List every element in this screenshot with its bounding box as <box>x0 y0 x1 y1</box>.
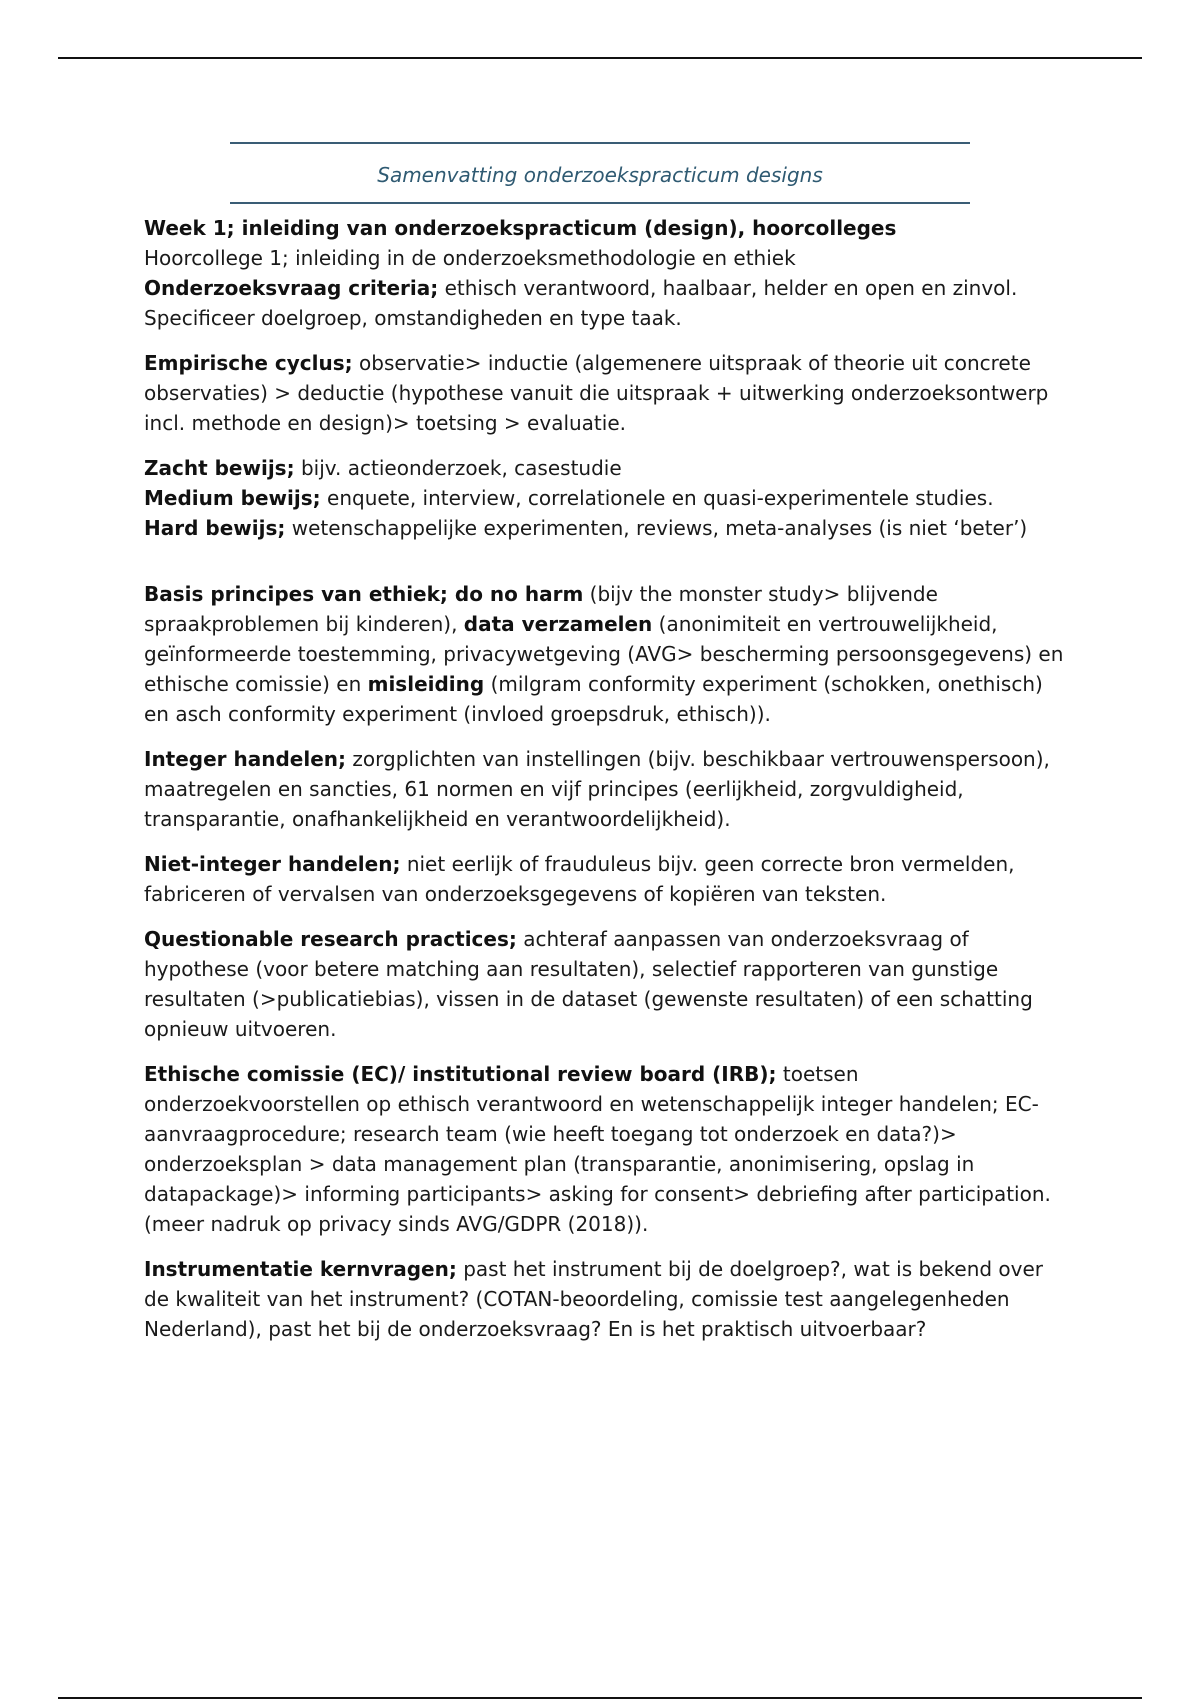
paragraph-empirische-cyclus <box>144 348 1064 438</box>
text-integer-handelen: zorgplichten van instellingen (bijv. beschikbaar vertrouwenspersoon), maatregelen en sancties, 61 normen en vijf principes (eerlijkheid, zorgvuldigheid, transparantie, onafhankelijkheid en verantwoordelijkheid). <box>144 747 1050 831</box>
title-block <box>230 142 970 204</box>
title-top-rule <box>230 142 970 144</box>
text-questionable: achteraf aanpassen van onderzoeksvraag of hypothese (voor betere matching aan resultaten), selectief rapporteren van gunstige resultaten (>publicatiebias), vissen in de dataset (gewenste resultaten) of een schatting opnieuw uitvoeren. <box>144 927 1033 1041</box>
term-hard-bewijs: Hard bewijs; <box>144 516 286 540</box>
paragraph-hard-bewijs <box>144 513 1064 543</box>
paragraph-integer-handelen <box>144 744 1064 834</box>
page-top-rule <box>58 57 1142 59</box>
page-bottom-rule <box>58 1697 1142 1699</box>
document-title: Samenvatting onderzoekspracticum designs <box>377 163 823 187</box>
term-questionable: Questionable research practices; <box>144 927 517 951</box>
document-body <box>144 213 1064 1344</box>
paragraph-niet-integer <box>144 849 1064 909</box>
paragraph-ethische-comissie <box>144 1059 1064 1239</box>
title-bottom-rule <box>230 202 970 204</box>
term-niet-integer: Niet-integer handelen; <box>144 852 401 876</box>
text-onderzoeksvraag: ethisch verantwoord, haalbaar, helder en open en zinvol. Specificeer doelgroep, omstandigheden en type taak. <box>144 276 1018 330</box>
term-integer-handelen: Integer handelen; <box>144 747 347 771</box>
term-ethiek: Basis principes van ethiek; do no harm <box>144 582 584 606</box>
term-misleiding: misleiding <box>367 672 485 696</box>
text-niet-integer: niet eerlijk of frauduleus bijv. geen correcte bron vermelden, fabriceren of vervalsen van onderzoeksgegevens of kopiëren van teksten. <box>144 852 1015 906</box>
lecture-subheading: Hoorcollege 1; inleiding in de onderzoeksmethodologie en ethiek <box>144 246 796 270</box>
paragraph-questionable <box>144 924 1064 1044</box>
paragraph-onderzoeksvraag <box>144 273 1064 333</box>
term-empirische-cyclus: Empirische cyclus; <box>144 351 353 375</box>
text-hard-bewijs: wetenschappelijke experimenten, reviews, meta-analyses (is niet ‘beter’) <box>285 516 1028 540</box>
text-ethiek-1: (bijv the monster study> blijvende spraakproblemen bij kinderen), <box>144 582 938 636</box>
term-ethische-comissie: Ethische comissie (EC)/ institutional review board (IRB); <box>144 1062 777 1086</box>
text-ethische-comissie: toetsen onderzoekvoorstellen op ethisch verantwoord en wetenschappelijk integer handelen; EC-aanvraagprocedure; research team (wie heeft toegang tot onderzoek en data?)> onderzoeksplan > data management plan (transparantie, anonimisering, opslag in datapackage)> informing participants> asking for consent> debriefing after participation. (meer nadruk op privacy sinds AVG/GDPR (2018)). <box>144 1062 1051 1236</box>
term-instrumentatie: Instrumentatie kernvragen; <box>144 1257 457 1281</box>
text-empirische-cyclus: observatie> inductie (algemenere uitspraak of theorie uit concrete observaties) > deductie (hypothese vanuit die uitspraak + uitwerking onderzoeksontwerp incl. methode en design)> toetsing > evaluatie. <box>144 351 1049 435</box>
week-heading-text: Week 1; inleiding van onderzoekspracticum (design), hoorcolleges <box>144 216 897 240</box>
text-instrumentatie: past het instrument bij de doelgroep?, wat is bekend over de kwaliteit van het instrument? (COTAN-beoordeling, comissie test aangelegenheden Nederland), past het bij de onderzoeksvraag? En is het praktisch uitvoerbaar? <box>144 1257 1044 1341</box>
term-data-verzamelen: data verzamelen <box>463 612 653 636</box>
text-ethiek-3: (milgram conformity experiment (schokken, onethisch) en asch conformity experiment (invloed groepsdruk, ethisch)). <box>144 672 1043 726</box>
term-onderzoeksvraag: Onderzoeksvraag criteria; <box>144 276 439 300</box>
week-heading <box>144 213 1064 243</box>
paragraph-zacht-bewijs <box>144 453 1064 483</box>
term-zacht-bewijs: Zacht bewijs; <box>144 456 295 480</box>
text-zacht-bewijs: bijv. actieonderzoek, casestudie <box>294 456 622 480</box>
paragraph-ethiek <box>144 579 1064 729</box>
text-medium-bewijs: enquete, interview, correlationele en quasi-experimentele studies. <box>320 486 994 510</box>
paragraph-medium-bewijs <box>144 483 1064 513</box>
term-medium-bewijs: Medium bewijs; <box>144 486 321 510</box>
text-ethiek-2: (anonimiteit en vertrouwelijkheid, geïnformeerde toestemming, privacywetgeving (AVG> bescherming persoonsgegevens) en ethische comissie) en <box>144 612 1064 696</box>
paragraph-instrumentatie <box>144 1254 1064 1344</box>
